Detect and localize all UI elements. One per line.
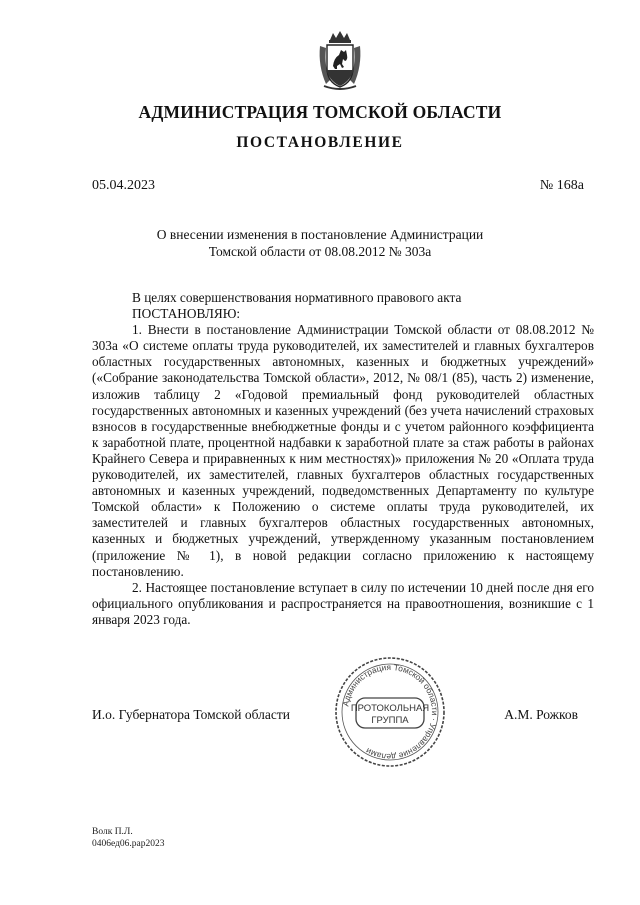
signatory-position: И.о. Губернатора Томской области: [92, 707, 290, 722]
decree-word: ПОСТАНОВЛЯЮ:: [132, 306, 241, 322]
official-stamp: [332, 654, 448, 770]
organization-title: АДМИНИСТРАЦИЯ ТОМСКОЙ ОБЛАСТИ: [138, 102, 502, 122]
document-type: ПОСТАНОВЛЕНИЕ: [236, 134, 404, 151]
document-body: [92, 290, 594, 628]
file-code: 0406ед06.рар2023: [92, 839, 165, 849]
subject-line-2: Томской области от 08.08.2012 № 303а: [208, 244, 432, 259]
coat-of-arms-icon: [316, 30, 364, 92]
document-subject: [0, 226, 640, 260]
stamp-ring-text: Администрация Томской области · Управление делами: [340, 661, 441, 763]
stamp-center-line-1: ПРОТОКОЛЬНАЯ: [350, 703, 430, 714]
signatory-name: А.М. Рожков: [504, 707, 578, 722]
subject-line-1: О внесении изменения в постановление Администрации: [156, 227, 484, 242]
item-1: 1. Внести в постановление Администрации Томской области от 08.08.2012 № 303а «О системе оплаты труда руководителей, их заместителей и главных бухгалтеров областных государственных автономных, казенных и бюджетных учреждений» («Собрание законодательства Томской области», 2012, № 08/1 (85), часть 2) изменение, изложив таблицу 2 «Годовой премиальный фонд руководителей областных государственных автономных и казенных учреждений (без учета начислений страховых взносов в государственные внебюджетные фонды и с учетом районного коэффициента к заработной плате, процентной надбавки к заработной плате за стаж работы в районах Крайнего Севера и приравненных к ним местностях)» приложения № 20 «Оплата труда руководителей, их заместителей, главных бухгалтеров областных государственных автономных и казенных учреждений, подведомственных Департаменту по культуре Томской области» к Положению о системе оплаты труда руководителей, их заместителей и главных бухгалтеров областных государственных автономных, казенных и бюджетных учреждений, утвержденному указанным постановлением (приложение № 1), в новой редакции согласно приложению к настоящему постановлению.: [92, 322, 594, 579]
footer-notes: [92, 826, 165, 850]
document-number: № 168а: [539, 178, 584, 193]
item-2: 2. Настоящее постановление вступает в силу по истечении 10 дней после дня его официального опубликования и распространяется на правоотношения, возникшие с 1 января 2023 года.: [92, 579, 594, 627]
executor-name: Волк П.Л.: [92, 827, 133, 837]
document-date: 05.04.2023: [92, 178, 155, 193]
stamp-center-line-2: ГРУППА: [371, 715, 409, 726]
preamble: В целях совершенствования нормативного правового акта: [132, 290, 462, 305]
